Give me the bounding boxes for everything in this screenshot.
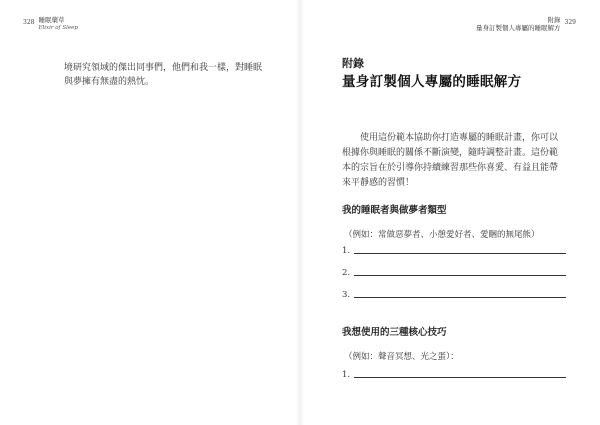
- appendix-label: 附錄: [342, 57, 364, 70]
- blank-line[interactable]: [354, 377, 566, 378]
- page-title: 量身訂製個人專屬的睡眠解方: [342, 74, 522, 90]
- left-header-title: 睡眠藥草: [38, 16, 65, 24]
- section-sleeper-type-title: 我的睡眠者與做夢者類型: [342, 205, 447, 216]
- blank-line[interactable]: [354, 253, 566, 254]
- section-core-techniques-title: 我想使用的三種核心技巧: [342, 327, 447, 338]
- right-header-title: 附錄: [547, 16, 561, 24]
- blank-line[interactable]: [354, 275, 566, 276]
- line-number: 2.: [342, 268, 351, 278]
- blank-line[interactable]: [354, 297, 566, 298]
- right-header-subtitle: 量身訂製個人專屬的睡眠解方: [476, 24, 561, 32]
- fill-in-line[interactable]: [342, 370, 566, 380]
- line-number: 1.: [342, 246, 351, 256]
- right-running-header: [476, 16, 576, 32]
- intro-paragraph: 使用這份範本協助你打造專屬的睡眠計畫，你可以根據你與睡眠的關係不斷演變，隨時調整計畫。這份範本的宗旨在於引導你持續練習那些你喜愛、有益且能帶來平靜感的習慣！: [342, 133, 559, 188]
- left-page-number: 328: [23, 19, 35, 26]
- line-number: 3.: [342, 290, 351, 300]
- line-number: 1.: [342, 370, 351, 380]
- section-sleeper-type-example: （例如：常做惡夢者、小憩愛好者、愛睏的無尾熊）: [344, 230, 540, 240]
- right-page-number: 329: [564, 19, 576, 26]
- right-page: [300, 0, 600, 425]
- left-body-text: 境研究領域的傑出同事們，他們和我一樣，對睡眠與夢擁有無盡的熱忱。: [64, 63, 263, 87]
- left-header-subtitle: Elixir of Sleep: [38, 25, 78, 31]
- fill-in-line[interactable]: [342, 246, 566, 256]
- left-running-header: [23, 16, 78, 32]
- section-core-techniques-example: （例如：聲音冥想、光之蛋）：: [344, 352, 459, 362]
- fill-in-line[interactable]: [342, 290, 566, 300]
- fill-in-line[interactable]: [342, 268, 566, 278]
